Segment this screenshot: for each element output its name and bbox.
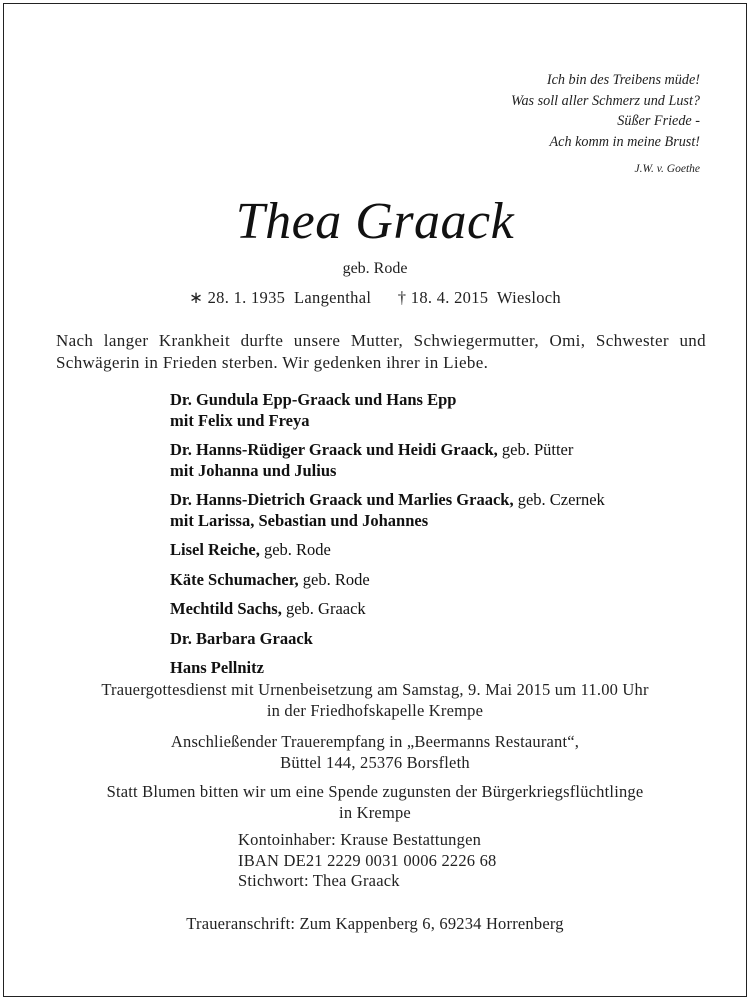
mourner-entry (170, 629, 605, 650)
mourner-entry (170, 570, 605, 591)
goethe-quote (511, 70, 700, 180)
mourner-children: mit Larissa, Sebastian und Johannes (170, 510, 429, 530)
mourner-entry (170, 440, 605, 481)
mourner-entry (170, 390, 605, 431)
mourner-name: Mechtild Sachs, (170, 599, 282, 618)
deceased-name: Thea Graack (235, 193, 515, 250)
reception-address: Büttel 144, 25376 Borsfleth (280, 752, 470, 772)
mourning-address: Traueranschrift: Zum Kappenberg 6, 69234 Horrenberg (186, 914, 564, 933)
donation-location: in Krempe (339, 802, 411, 822)
birth-date: ∗ 28. 1. 1935 Langenthal (189, 288, 372, 307)
mourner-name: Dr. Barbara Graack (170, 628, 313, 648)
mourner-entry (170, 658, 605, 679)
mourner-birth-name: geb. Pütter (497, 440, 574, 459)
quote-line: Ach komm in meine Brust! (549, 133, 700, 150)
death-date: † 18. 4. 2015 Wiesloch (397, 288, 561, 307)
birth-name: geb. Rode (342, 260, 408, 277)
mourner-name: Dr. Hanns-Dietrich Graack und Marlies Graack, (170, 490, 514, 509)
quote-line: Ich bin des Treibens müde! (546, 72, 700, 88)
mourner-children: mit Johanna und Julius (170, 460, 337, 480)
mourner-name: Dr. Gundula Epp-Graack und Hans Epp (170, 390, 457, 409)
mourner-entry (170, 599, 605, 620)
service-line: Trauergottesdienst mit Urnenbeisetzung am Samstag, 9. Mai 2015 um 11.00 Uhr (101, 680, 649, 699)
quote-line: Was soll aller Schmerz und Lust? (510, 92, 700, 109)
mourner-entry (170, 540, 605, 561)
mourners-list (170, 390, 605, 688)
mourner-children: mit Felix und Freya (170, 410, 310, 430)
donation-request (4, 782, 746, 823)
mourner-name: Käte Schumacher, (170, 569, 299, 589)
obituary-notice (3, 3, 747, 997)
life-dates (4, 288, 746, 308)
mourner-birth-name: geb. Graack (281, 599, 366, 618)
payment-keyword: Stichwort: Thea Graack (238, 871, 400, 890)
mourner-name: Hans Pellnitz (170, 658, 264, 677)
iban: IBAN DE21 2229 0031 0006 2226 68 (238, 850, 497, 870)
mourner-name: Lisel Reiche, (170, 540, 260, 559)
donation-line: Statt Blumen bitten wir um eine Spende zugunsten der Bürgerkriegsflüchtlinge (106, 782, 644, 801)
bank-details (238, 830, 496, 892)
mourner-birth-name: geb. Rode (298, 569, 370, 589)
mourner-entry (170, 490, 605, 531)
mourner-name: Dr. Hanns-Rüdiger Graack und Heidi Graack, (170, 440, 498, 459)
quote-author: J.W. v. Goethe (634, 163, 700, 176)
account-holder: Kontoinhaber: Krause Bestattungen (238, 830, 482, 849)
intro-text: Nach langer Krankheit durfte unsere Mutter, Schwiegermutter, Omi, Schwester und Schwägerin in Frieden sterben. Wir gedenken ihrer in Liebe. (56, 331, 706, 372)
quote-line: Süßer Friede - (617, 113, 700, 130)
mourner-birth-name: geb. Rode (259, 540, 331, 559)
mourner-birth-name: geb. Czernek (513, 490, 605, 509)
funeral-service (4, 680, 746, 721)
reception-line: Anschließender Trauerempfang in „Beermanns Restaurant“, (170, 732, 580, 751)
reception-info (4, 732, 746, 773)
service-location: in der Friedhofskapelle Krempe (266, 700, 484, 720)
